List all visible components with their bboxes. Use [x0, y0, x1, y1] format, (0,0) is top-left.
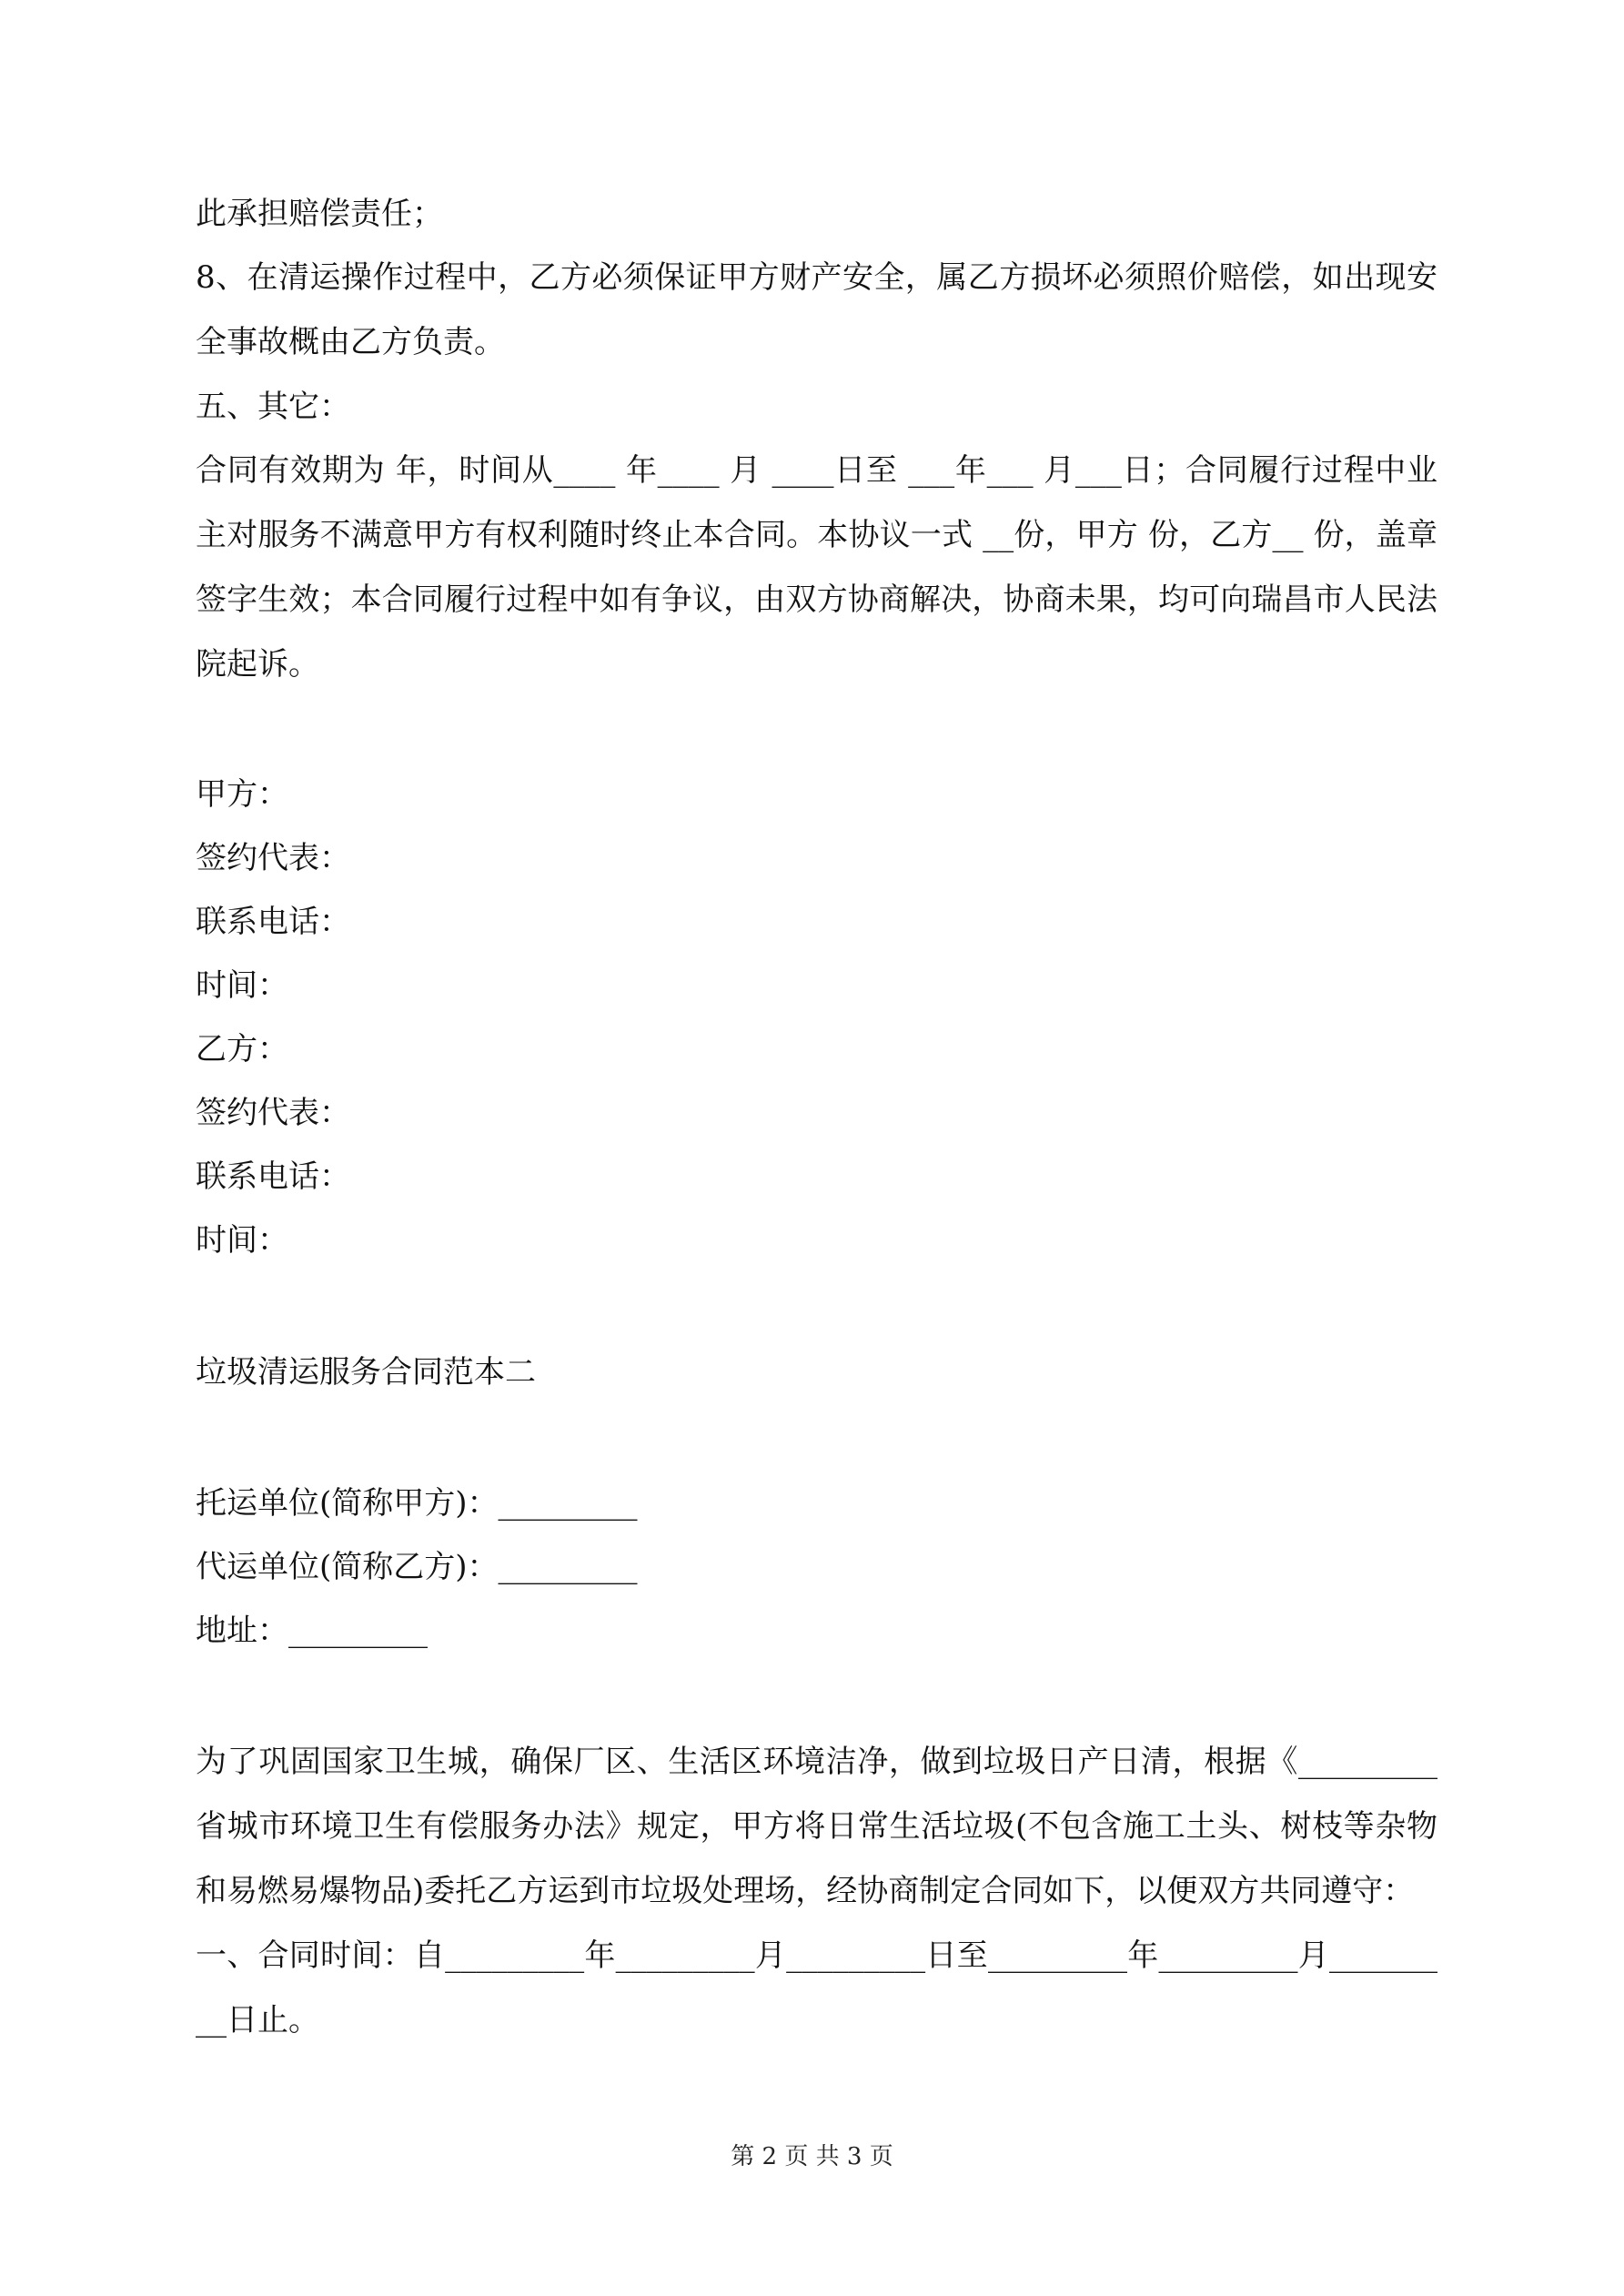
- party-b-representative: 签约代表：: [196, 1095, 350, 1131]
- paragraph-validity: 合同有效期为 年，时间从____ 年____ 月 ____日至 ___年___ 月___日；合同履行过程中业主对服务不满意甲方有权利随时终止本合同。本协议一式 __份，甲方 份，乙方__ 份，盖章签字生效；本合同履行过程中如有争议，由双方协商解决，协商未果，均可向瑞昌市人民法院起诉。: [196, 452, 1437, 683]
- party-b-label: 乙方：: [196, 1031, 288, 1067]
- paragraph-liability-end: 此承担赔偿责任；: [196, 196, 443, 232]
- carrier-field: 代运单位(简称乙方)：_________: [196, 1549, 638, 1585]
- page-footer: 第 2 页 共 3 页: [731, 2143, 893, 2170]
- paragraph-contract-term: 一、合同时间：自_________年_________月_________日至_________年_________月_________日止。: [196, 1937, 1437, 2038]
- party-b-phone: 联系电话：: [196, 1158, 350, 1195]
- address-field: 地址：_________: [196, 1613, 428, 1649]
- party-a-time: 时间：: [196, 967, 288, 1004]
- document-page: [196, 182, 1437, 2053]
- party-a-representative: 签约代表：: [196, 840, 350, 876]
- paragraph-clause-8: 8、在清运操作过程中，乙方必须保证甲方财产安全，属乙方损坏必须照价赔偿，如出现安全事故概由乙方负责。: [196, 259, 1437, 360]
- consignor-field: 托运单位(简称甲方)：_________: [196, 1485, 638, 1522]
- spacer: [196, 1663, 1437, 1730]
- signature-block: [196, 763, 1437, 1272]
- spacer: [196, 697, 1437, 763]
- spacer: [196, 1404, 1437, 1472]
- party-a-phone: 联系电话：: [196, 904, 350, 940]
- party-b-time: 时间：: [196, 1222, 288, 1259]
- party-a-label: 甲方：: [196, 776, 288, 813]
- template-2-title: 垃圾清运服务合同范本二: [196, 1354, 536, 1391]
- section-heading-other: 五、其它：: [196, 389, 350, 425]
- paragraph-intro: 为了巩固国家卫生城，确保厂区、生活区环境洁净，做到垃圾日产日清，根据《_________省城市环境卫生有偿服务办法》规定，甲方将日常生活垃圾(不包含施工土头、树枝等杂物和易燃易爆物品)委托乙方运到市垃圾处理场，经协商制定合同如下，以便双方共同遵守：: [196, 1744, 1437, 1909]
- spacer: [196, 1272, 1437, 1340]
